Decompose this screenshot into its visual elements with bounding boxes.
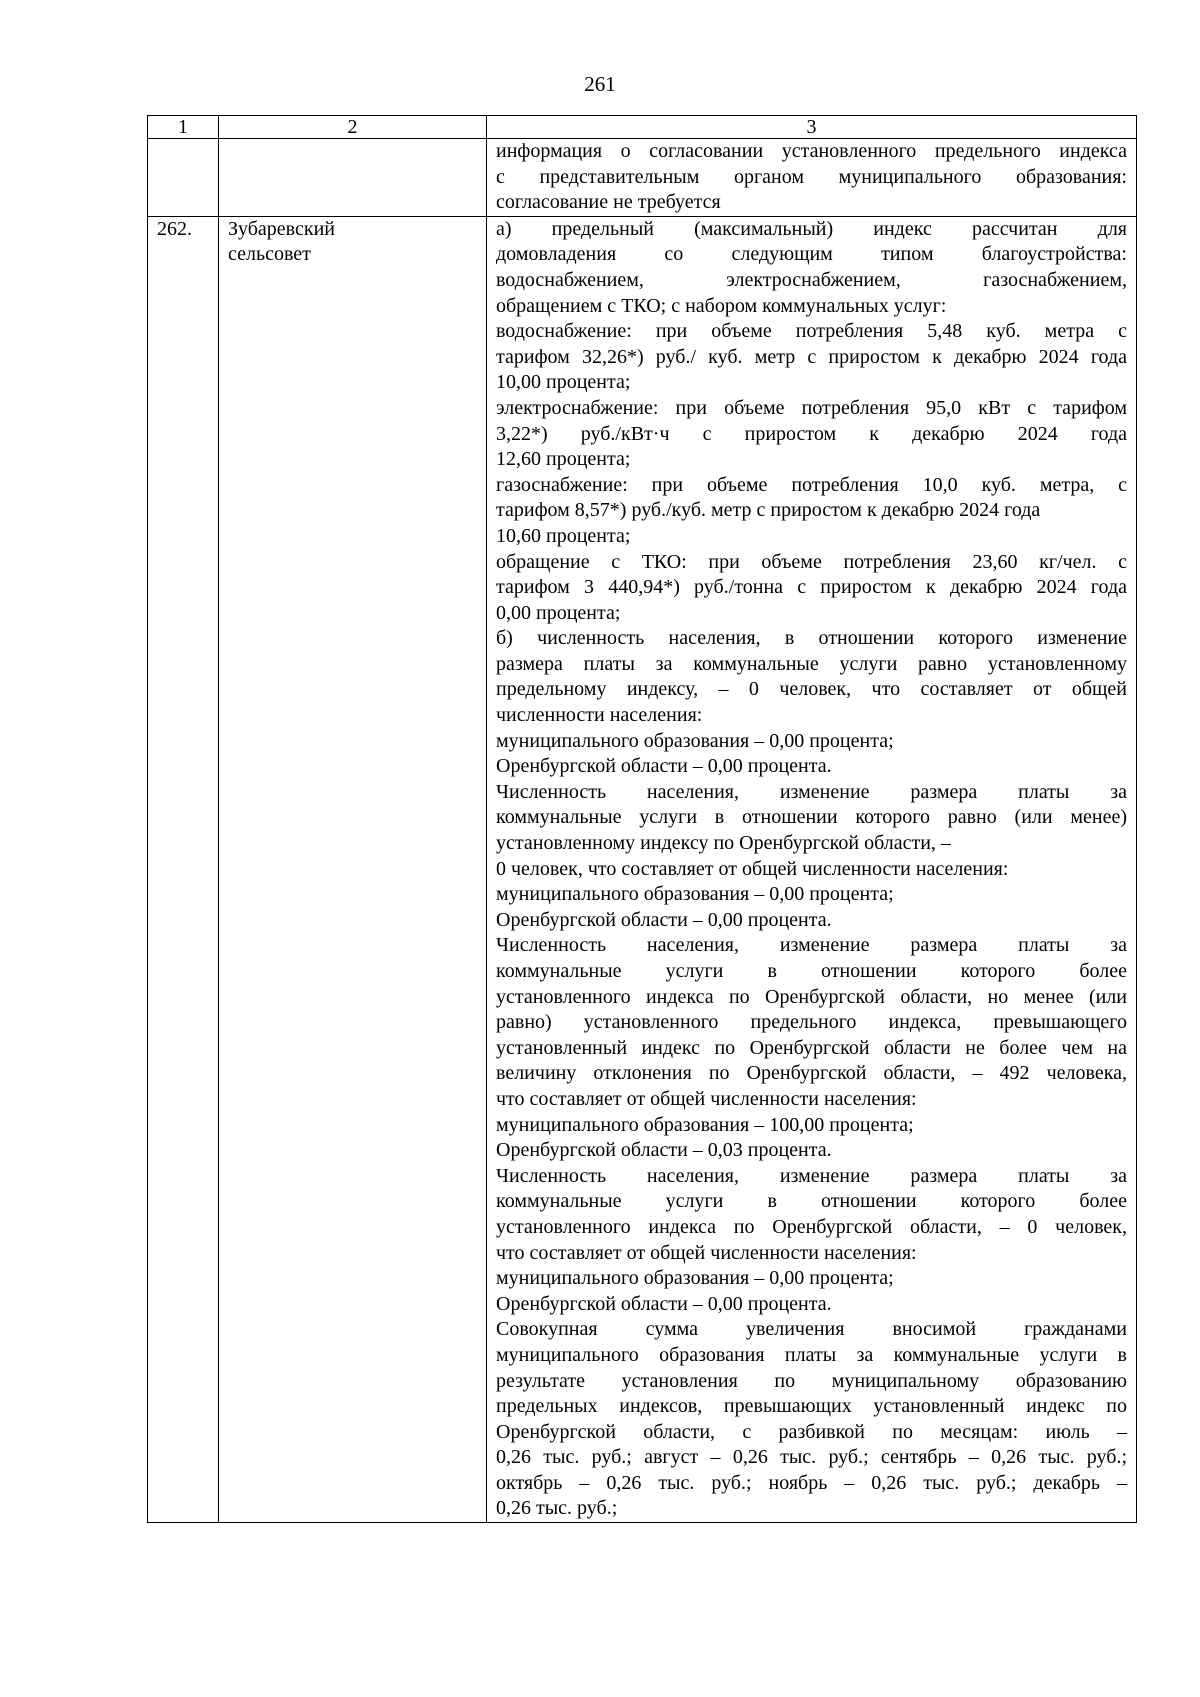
entry-text-line: обращением с ТКО; с набором коммунальных услуг:	[496, 294, 947, 317]
entry-text-line: тарифом 32,26*) руб./ куб. метр с приростом к декабрю 2024 года	[496, 345, 1127, 368]
entry-text-line: муниципального образования платы за коммунальные услуги в	[496, 1343, 1127, 1366]
entry-text-cell	[487, 216, 1137, 1522]
entry-text-line: установленного индекса по Оренбургской области, – 0 человек,	[496, 1215, 1127, 1238]
entry-text-line: домовладения со следующим типом благоустройства:	[496, 243, 1127, 266]
entry-text-line: предельных индексов, превышающих установленный индекс по	[496, 1395, 1127, 1418]
entry-text-line: Оренбургской области – 0,00 процента.	[496, 755, 832, 778]
table-row	[148, 216, 1137, 1522]
continuation-text-cell	[487, 139, 1137, 217]
entry-text-line: Оренбургской области – 0,00 процента.	[496, 1292, 832, 1315]
entry-text-line: электроснабжение: при объеме потребления 95,0 кВт с тарифом	[496, 396, 1127, 419]
entry-text-line: тарифом 3 440,94*) руб./тонна с приростом к декабрю 2024 года	[496, 576, 1127, 599]
entry-name-line: сельсовет	[228, 243, 311, 266]
entry-text-line: муниципального образования – 100,00 процента;	[496, 1113, 914, 1136]
entry-text-line: 0,26 тыс. руб.; август – 0,26 тыс. руб.; сентябрь – 0,26 тыс. руб.;	[496, 1446, 1127, 1469]
entry-text-line: а) предельный (максимальный) индекс рассчитан для	[496, 217, 1127, 240]
entry-text-line: 12,60 процента;	[496, 448, 631, 471]
entry-text-line: газоснабжение: при объеме потребления 10,0 куб. метра, с	[496, 473, 1127, 496]
continuation-text-line: с представительным органом муниципального образования:	[496, 165, 1127, 188]
entry-text-line: 0,26 тыс. руб.;	[496, 1497, 618, 1520]
entry-name-line: Зубаревский	[228, 217, 336, 240]
continuation-text-line: согласование не требуется	[496, 191, 721, 214]
entry-text-line: муниципального образования – 0,00 процента;	[496, 1267, 894, 1290]
entry-text-line: Оренбургской области, с разбивкой по месяцам: июль –	[496, 1420, 1127, 1443]
header-cell-3: 3	[487, 116, 1137, 139]
entry-text-line: 0 человек, что составляет от общей численности населения:	[496, 857, 1009, 880]
entry-text-line: муниципального образования – 0,00 процента;	[496, 883, 894, 906]
table-header-row	[148, 116, 1137, 139]
continuation-text-line: информация о согласовании установленного предельного индекса	[496, 140, 1127, 162]
page-number: 261	[584, 72, 616, 96]
continuation-name-cell	[219, 139, 487, 217]
entry-text-line: Оренбургской области – 0,00 процента.	[496, 908, 832, 931]
entry-text-line: обращение с ТКО: при объеме потребления 23,60 кг/чел. с	[496, 550, 1127, 573]
entry-text-line: коммунальные услуги в отношении которого более	[496, 960, 1127, 982]
entry-text-line: водоснабжением, электроснабжением, газоснабжением,	[496, 268, 1127, 291]
document-table	[147, 115, 1137, 1523]
entry-text-line: октябрь – 0,26 тыс. руб.; ноябрь – 0,26 тыс. руб.; декабрь –	[496, 1471, 1127, 1494]
entry-text-line: что составляет от общей численности населения:	[496, 1087, 917, 1110]
entry-text-line: Совокупная сумма увеличения вносимой гражданами	[496, 1318, 1127, 1341]
entry-text-line: Численность населения, изменение размера платы за	[496, 1164, 1127, 1187]
entry-name-cell	[219, 216, 487, 1522]
entry-text-line: б) численность населения, в отношении которого изменение	[496, 627, 1127, 650]
entry-text-line: коммунальные услуги в отношении которого более	[496, 1190, 1127, 1213]
entry-text-line: установленного индекса по Оренбургской области, но менее (или	[496, 985, 1127, 1008]
entry-text-line: 10,60 процента;	[496, 524, 631, 547]
entry-text-line: что составляет от общей численности населения:	[496, 1241, 917, 1264]
entry-text-line: 3,22*) руб./кВт·ч с приростом к декабрю 2024 года	[496, 422, 1127, 445]
entry-text-line: водоснабжение: при объеме потребления 5,48 куб. метра с	[496, 320, 1127, 343]
entry-text-line: тарифом 8,57*) руб./куб. метр с приростом к декабрю 2024 года	[496, 499, 1041, 522]
continuation-row	[148, 139, 1137, 217]
entry-text-line: предельному индексу, – 0 человек, что составляет от общей	[496, 678, 1127, 701]
entry-text-line: результате установления по муниципальному образованию	[496, 1369, 1127, 1392]
entry-text-line: коммунальные услуги в отношении которого равно (или менее)	[496, 806, 1127, 829]
entry-number-cell: 262.	[148, 216, 219, 1522]
entry-text-line: 0,00 процента;	[496, 601, 621, 624]
entry-text-line: равно) установленного предельного индекса, превышающего	[496, 1011, 1127, 1034]
entry-text-line: установленный индекс по Оренбургской области не более чем на	[496, 1036, 1127, 1059]
header-cell-2: 2	[219, 116, 487, 139]
entry-text-line: Оренбургской области – 0,03 процента.	[496, 1139, 832, 1162]
header-cell-1: 1	[148, 116, 219, 139]
entry-text-line: Численность населения, изменение размера платы за	[496, 934, 1127, 957]
entry-text-line: размера платы за коммунальные услуги равно установленному	[496, 652, 1127, 675]
entry-text-line: величину отклонения по Оренбургской области, – 492 человека,	[496, 1062, 1127, 1085]
continuation-number-cell	[148, 139, 219, 217]
entry-text-line: 10,00 процента;	[496, 371, 631, 394]
entry-text-line: численности населения:	[496, 704, 703, 727]
entry-text-line: муниципального образования – 0,00 процента;	[496, 729, 894, 752]
entry-text-line: Численность населения, изменение размера платы за	[496, 780, 1127, 803]
entry-text-line: установленному индексу по Оренбургской области, –	[496, 832, 951, 855]
